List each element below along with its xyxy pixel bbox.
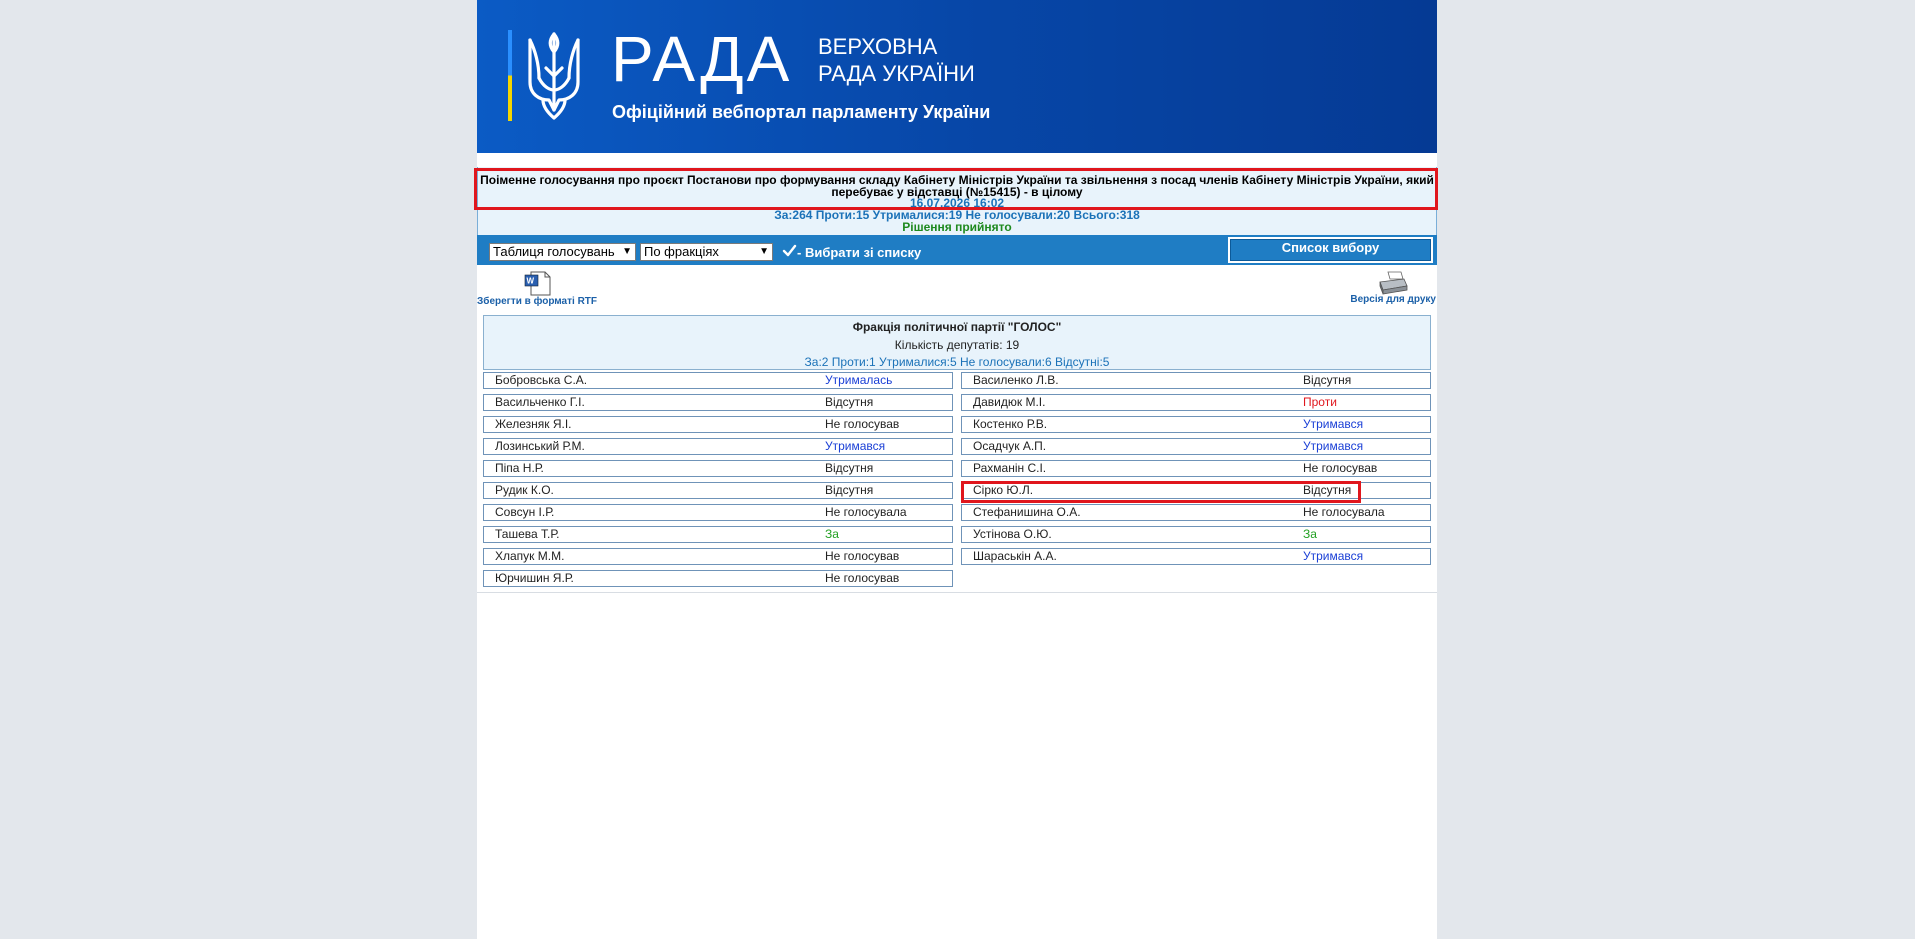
deputy-row: [483, 482, 953, 499]
deputy-vote: Відсутня: [825, 461, 874, 475]
deputy-row: [961, 460, 1431, 477]
deputy-name[interactable]: Стефанишина О.А.: [973, 505, 1081, 519]
deputy-name[interactable]: Сірко Ю.Л.: [973, 483, 1034, 497]
deputy-row: [483, 460, 953, 477]
deputy-row: [483, 570, 953, 587]
checkbox-check-icon[interactable]: [782, 243, 797, 258]
deputy-name[interactable]: Устінова О.Ю.: [973, 527, 1052, 541]
rtf-document-icon[interactable]: [523, 271, 553, 296]
deputy-name[interactable]: Ташева Т.Р.: [495, 527, 560, 541]
chevron-down-icon: ▼: [759, 246, 769, 257]
deputy-vote: Не голосувала: [1303, 505, 1385, 519]
print-version-link[interactable]: Версія для друку: [1350, 294, 1436, 305]
deputy-vote: За: [825, 527, 839, 541]
deputy-row: [961, 504, 1431, 521]
deputy-name[interactable]: Лозинський Р.М.: [495, 439, 585, 453]
deputy-name[interactable]: Совсун І.Р.: [495, 505, 555, 519]
brand-tagline: Офіційний вебпортал парламенту України: [612, 102, 991, 122]
page-container: [477, 0, 1437, 939]
deputy-vote: Утримався: [1303, 549, 1364, 563]
deputy-name[interactable]: Шараськін А.А.: [973, 549, 1057, 563]
deputy-row: [483, 372, 953, 389]
faction-name: Фракція політичної партії "ГОЛОС": [852, 320, 1062, 334]
deputy-name[interactable]: Рудик К.О.: [495, 483, 554, 497]
deputy-row: [483, 394, 953, 411]
deputy-vote: Відсутня: [1303, 483, 1352, 497]
svg-text:W: W: [526, 276, 535, 286]
deputy-name[interactable]: Осадчук А.П.: [973, 439, 1047, 453]
deputy-name[interactable]: Бобровська С.А.: [495, 373, 588, 387]
deputy-vote: За: [1303, 527, 1317, 541]
deputy-vote: Не голосував: [825, 417, 900, 431]
deputy-row: [483, 548, 953, 565]
flag-stripe: [508, 30, 512, 121]
deputy-name[interactable]: Василенко Л.В.: [973, 373, 1059, 387]
toolbar: [477, 235, 1437, 265]
deputy-vote: Утримався: [825, 439, 886, 453]
deputy-name[interactable]: Давидюк М.І.: [973, 395, 1046, 409]
printer-icon[interactable]: [1377, 270, 1409, 296]
deputy-row: [961, 526, 1431, 543]
deputy-name[interactable]: Железняк Я.І.: [495, 417, 572, 431]
content-divider: [477, 592, 1437, 593]
deputy-vote: Відсутня: [825, 483, 874, 497]
vote-result: Рішення прийнято: [902, 220, 1012, 234]
deputy-row: [961, 394, 1431, 411]
deputy-vote: Не голосував: [825, 549, 900, 563]
selection-list-button[interactable]: Список вибору: [1228, 237, 1433, 263]
vote-info-panel: [477, 167, 1437, 235]
deputy-vote: Відсутня: [825, 395, 874, 409]
deputy-vote: Не голосував: [1303, 461, 1378, 475]
deputy-row: [961, 372, 1431, 389]
deputy-row: [961, 438, 1431, 455]
vote-datetime: 16.07.2026 16:02: [909, 196, 1005, 210]
grouping-select-value: По фракціях: [644, 244, 719, 259]
chevron-down-icon: ▼: [622, 246, 632, 257]
view-mode-select-value: Таблиця голосувань: [493, 244, 615, 259]
deputy-row: [961, 548, 1431, 565]
deputy-vote: Утрималась: [825, 373, 893, 387]
deputy-vote: Проти: [1303, 395, 1337, 409]
save-rtf-link[interactable]: Зберегти в форматі RTF: [477, 296, 598, 307]
deputy-vote: Відсутня: [1303, 373, 1352, 387]
deputy-vote: Не голосував: [825, 571, 900, 585]
deputy-vote: Утримався: [1303, 417, 1364, 431]
deputy-row: [961, 416, 1431, 433]
deputy-name[interactable]: Хлапук М.М.: [495, 549, 565, 563]
vote-title: Поіменне голосування про проєкт Постанови про формування складу Кабінету Міністрів України та звільнення з посад членів Кабінету Міністрів України, який перебуває у відставці (№15415) - в цілому: [480, 173, 1434, 199]
deputy-name[interactable]: Васильченко Г.І.: [495, 395, 585, 409]
deputy-row: [483, 438, 953, 455]
brand-subtitle-line1: ВЕРХОВНА: [818, 34, 938, 59]
faction-deputy-count: Кількість депутатів: 19: [894, 338, 1020, 352]
deputy-vote: Утримався: [1303, 439, 1364, 453]
deputy-name[interactable]: Костенко Р.В.: [973, 417, 1048, 431]
deputy-row: [483, 416, 953, 433]
brand-subtitle-line2: РАДА УКРАЇНИ: [818, 61, 975, 86]
deputy-name[interactable]: Юрчишин Я.Р.: [495, 571, 574, 585]
brand-title[interactable]: РАДА: [611, 23, 793, 95]
deputy-name[interactable]: Піпа Н.Р.: [495, 461, 544, 475]
grouping-select[interactable]: [640, 243, 773, 261]
site-header: [477, 0, 1437, 153]
view-mode-select[interactable]: [489, 243, 636, 261]
deputy-row: [483, 526, 953, 543]
trident-icon[interactable]: [525, 30, 583, 121]
deputy-name[interactable]: Рахманін С.І.: [973, 461, 1047, 475]
select-from-list-label[interactable]: - Вибрати зі списку: [797, 245, 922, 260]
deputy-row: [961, 482, 1431, 499]
faction-summary: [483, 315, 1431, 370]
deputy-row: [483, 504, 953, 521]
vote-totals: За:264 Проти:15 Утрималися:19 Не голосували:20 Всього:318: [774, 208, 1140, 222]
faction-vote-stats: За:2 Проти:1 Утрималися:5 Не голосували:6 Відсутні:5: [804, 355, 1110, 369]
deputy-vote: Не голосувала: [825, 505, 907, 519]
